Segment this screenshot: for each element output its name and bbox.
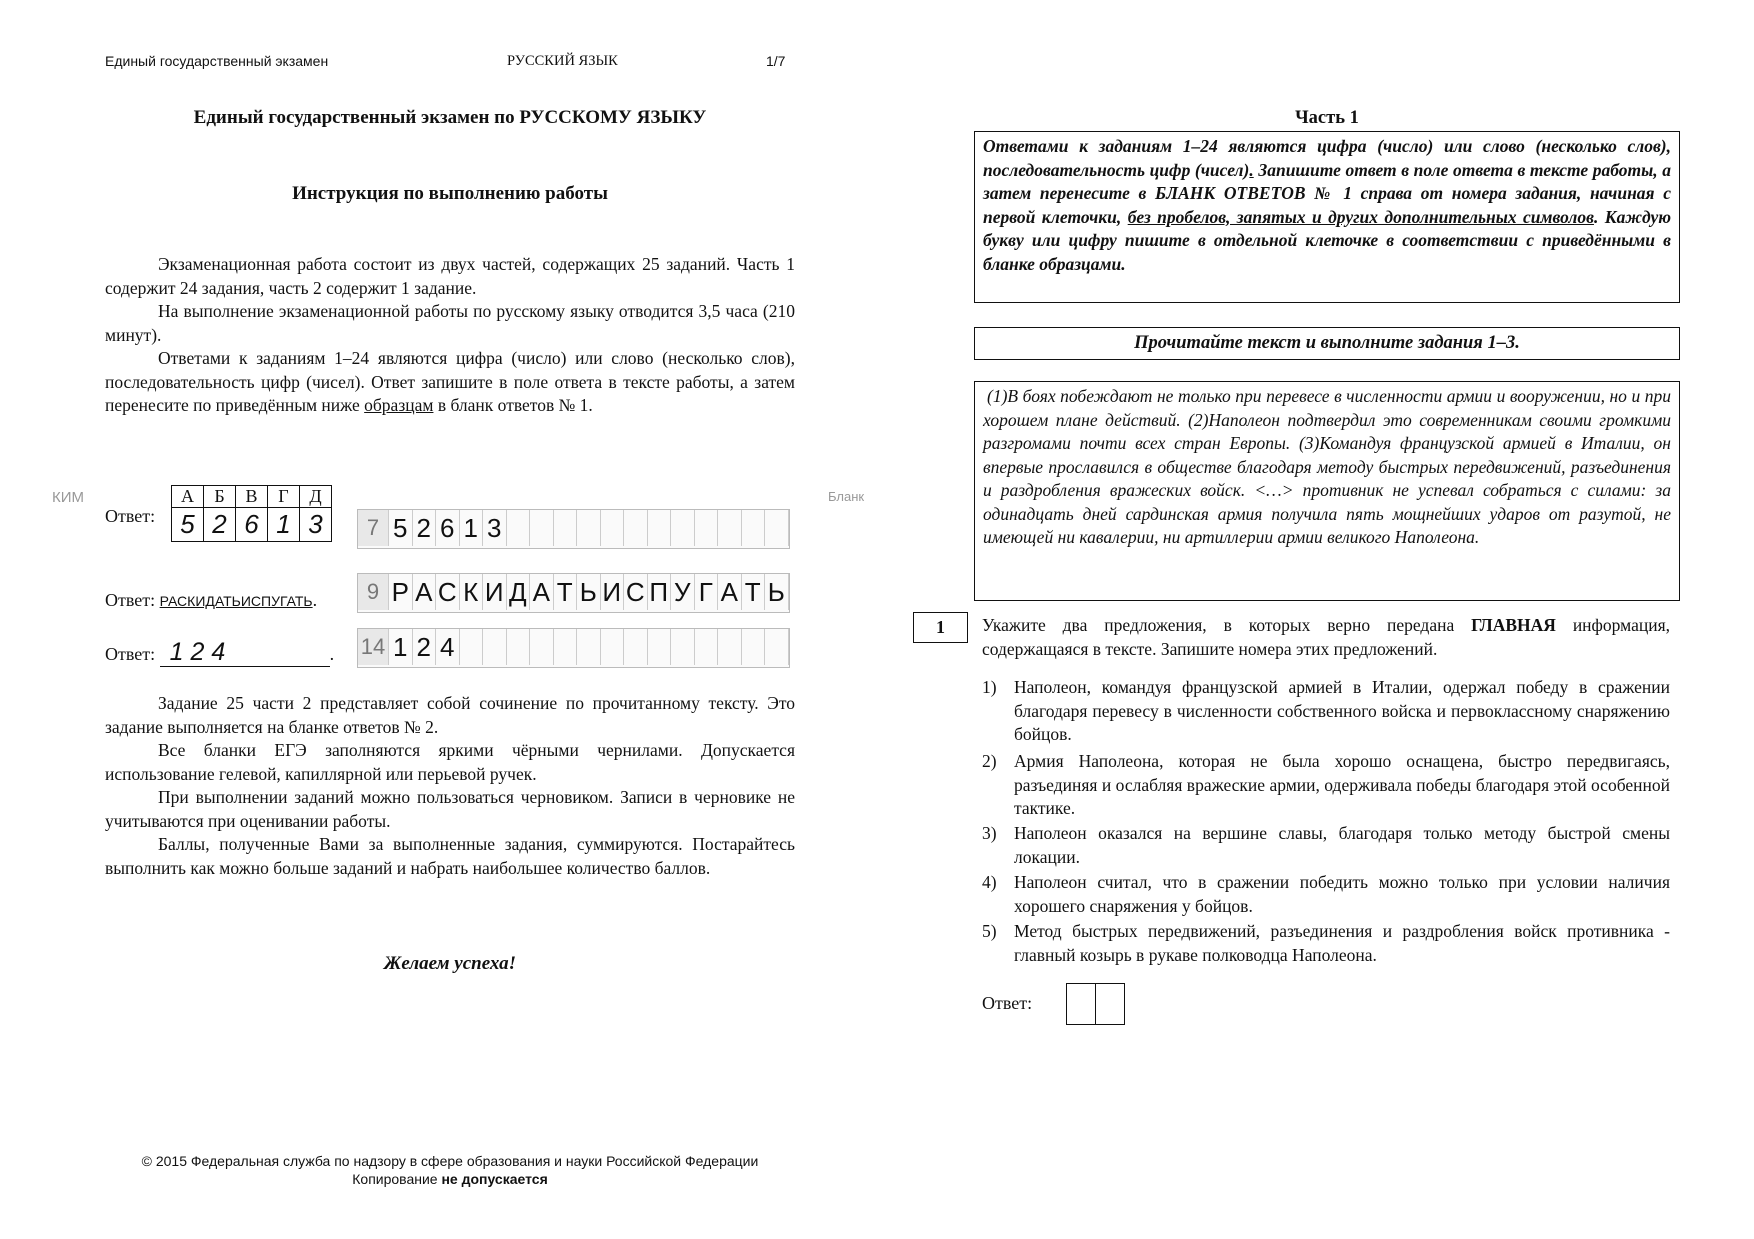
blank-cell [554,510,578,546]
blank-cell [577,629,601,665]
paragraph-ink: Все бланки ЕГЭ заполняются яркими чёрными чернилами. Допускается использование гелевой, капиллярной или перьевой ручек. [105,740,795,784]
wish-text: Желаем успеха! [383,953,517,974]
blank-cell: С [624,574,648,610]
blank-cell: 5 [389,510,413,546]
source-text-box [974,381,1680,601]
sample1-header: А [172,486,204,508]
paragraph-time: На выполнение экзаменационной работы по русскому языку отводится 3,5 часа (210 минут). [105,301,795,345]
paragraph-draft: При выполнении заданий можно пользоваться черновиком. Записи в черновике не учитываются при оценивании работы. [105,787,795,831]
blank-cell [742,510,766,546]
answer-label: Ответ: [982,993,1033,1013]
blank-task-number: 9 [358,574,389,610]
sample2-answer-label: Ответ: РАСКИДАТЬИСПУГАТЬ. [105,590,318,610]
blank-cell: С [436,574,460,610]
blank-strip-1 [357,509,790,549]
paragraph-scores: Баллы, полученные Вами за выполненные задания, суммируются. Постарайтесь выполнить как можно больше заданий и набрать наибольшее количество баллов. [105,834,795,878]
instruction-box [974,131,1680,303]
blank-cell [695,510,719,546]
blank-cell [577,510,601,546]
blank-cell [648,629,672,665]
blank-cell: П [648,574,672,610]
blank-cell: И [483,574,507,610]
blank-cell [765,510,789,546]
blank-cell: Т [742,574,766,610]
header-subject: РУССКИЙ ЯЗЫК [507,53,618,69]
blank-cell: У [671,574,695,610]
read-task-box: Прочитайте текст и выполните задания 1–3. [974,327,1680,360]
blank-cell: Т [554,574,578,610]
part-title: Часть 1 [1295,108,1359,128]
paragraph-structure: Экзаменационная работа состоит из двух частей, содержащих 25 заданий. Часть 1 содержит 24 задания, часть 2 содержит 1 задание. [105,254,795,298]
sample3-answer: 1 2 4 [160,638,330,667]
blank-cell: Ь [577,574,601,610]
task-number: 1 [913,612,968,643]
samples-link: образцам [364,395,434,415]
sample1-header: В [236,486,268,508]
blank-cell: Р [389,574,413,610]
blank-cell: 1 [460,510,484,546]
header-exam: Единый государственный экзамен [105,53,329,69]
blank-cell [530,510,554,546]
answer-cells[interactable] [1066,983,1125,1025]
blank-cell [742,629,766,665]
blank-cell [601,629,625,665]
blank-cell: К [460,574,484,610]
kim-label: КИМ [52,489,85,506]
blank-cell [648,510,672,546]
blank-cell [554,629,578,665]
blank-cell [671,510,695,546]
answer-cell[interactable] [1096,983,1125,1025]
source-text: (1)В боях побеждают не только при перевесе в численности армии и вооружении, но и при хорошем плане действий. (2)Наполеон подтвердил это современникам своими громкими разгромами почти всех стран Европы. (3)Командуя французской армией в Италии, он впервые прославился в обществе благодаря методу быстрых передвижений, разъединения и раздробления вражеских войск. <…> противник не успевал собраться с силами: за одинадцать дней сардинская армия получила пять мощнейших ударов от разутой, не имеющей ни кавалерии, ни артиллерии армии великого Наполеона. [983,386,1671,547]
blank-cell: 3 [483,510,507,546]
blank-cell [483,629,507,665]
sample1-header: Б [204,486,236,508]
blank-cell [718,629,742,665]
sample1-value: 2 [204,508,236,542]
blank-cell: Г [695,574,719,610]
sample1-header: Г [268,486,300,508]
blank-task-number: 7 [358,510,389,546]
blank-cell: 4 [436,629,460,665]
blank-cell [624,629,648,665]
blank-strip-2 [357,573,790,613]
blank-cell: 1 [389,629,413,665]
blank-cell [460,629,484,665]
blank-task-number: 14 [358,629,389,665]
instruction-text: Ответами к заданиям 1–24 являются цифра (число) или слово (несколько слов), последовательность цифр (чисел). Запишите ответ в поле ответа в тексте работы, а затем перенесите в БЛАНК ОТВЕТОВ № 1 справа от номера задания, начиная с первой клеточки, без пробелов, запятых и других дополнительных символов. Каждую букву или цифру пишите в отдельной клеточке в соответствии с приведёнными в бланке образцами. [983,136,1671,274]
paragraph-essay: Задание 25 части 2 представляет собой сочинение по прочитанному тексту. Это задание выполняется на бланке ответов № 2. [105,693,795,737]
blank-cell [507,510,531,546]
task-text: Укажите два предложения, в которых верно передана ГЛАВНАЯ информация, содержащаяся в тексте. Запишите номера этих предложений. [982,615,1670,659]
blank-cell: И [601,574,625,610]
copyright: © 2015 Федеральная служба по надзору в сфере образования и науки Российской Федерации [141,1153,759,1169]
sample3-answer-label: Ответ: 1 2 4 . [105,638,335,666]
footer [105,1152,795,1188]
sample1-value: 1 [268,508,300,542]
blank-cell [507,629,531,665]
copy-notice: Копирование не допускается [352,1171,548,1187]
sample1-header: Д [300,486,332,508]
paragraph-answers: Ответами к заданиям 1–24 являются цифра (число) или слово (несколько слов), последовательность цифр (чисел). Ответ запишите в поле ответа в тексте работы, а затем перенесите по приведённым ниже образцам в бланк ответов № 1. [105,348,795,415]
sample1-value: 3 [300,508,332,542]
sample2-answer: РАСКИДАТЬИСПУГАТЬ [159,593,313,609]
answer-cell[interactable] [1066,983,1096,1025]
blank-cell [601,510,625,546]
blank-cell [530,629,554,665]
blank-cell: Д [507,574,531,610]
blank-cell [624,510,648,546]
blank-strip-3 [357,628,790,668]
blank-cell: А [718,574,742,610]
options-list: 1) Наполеон, командуя французской армией в Италии, одержал победу в сражении благодаря перевесу в численности собственного войска и первоклассному снаряжению бойцов. 2) Армия Наполеона, которая не была хорошо оснащена, быстро передвигаясь, разъединяя и ослабляя вражеские армии, одерживала победы благодаря этой особенной тактике. 3) Наполеон оказался на вершине славы, благодаря только методу быстрой смены локации. 4) Наполеон считал, что в сражении победить можно только при условии наличия хорошего снаряжения у бойцов. 5) Метод быстрых передвижений, разъединения и раздробления войск противника - главный козырь в рукаве полководца Наполеона. [982,677,1670,965]
instruction-title: Инструкция по выполнению работы [292,183,608,204]
sample1-table [171,485,332,542]
sample1-value: 6 [236,508,268,542]
blank-cell [695,629,719,665]
sample1-answer-label: Ответ: [105,506,156,526]
blank-cell: А [413,574,437,610]
blank-cell: А [530,574,554,610]
blank-cell: 6 [436,510,460,546]
blank-cell: Ь [765,574,789,610]
page-title: Единый государственный экзамен по РУССКОМУ ЯЗЫКУ [193,107,707,128]
blank-label: Бланк [828,489,865,504]
blank-cell: 2 [413,629,437,665]
sample1-value: 5 [172,508,204,542]
blank-cell [765,629,789,665]
blank-cell: 2 [413,510,437,546]
blank-cell [718,510,742,546]
blank-cell [671,629,695,665]
page-number: 1/7 [766,53,786,69]
